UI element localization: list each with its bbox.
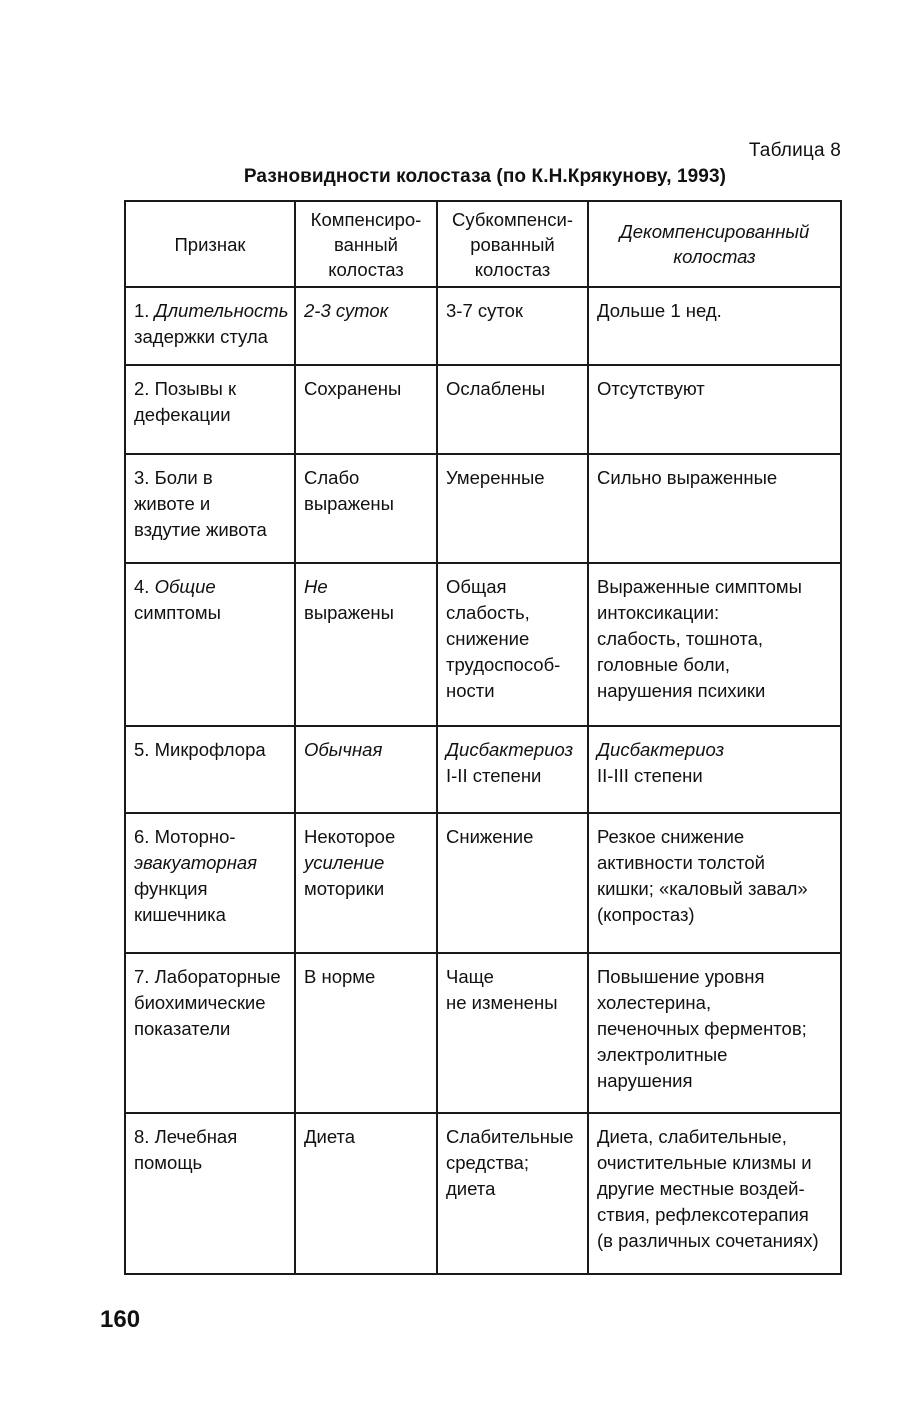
table-cell (125, 953, 295, 1113)
cell-line (446, 465, 581, 491)
cell-text: Чаще (446, 966, 494, 987)
header-line: Компенсиро- (310, 208, 422, 230)
table-cell (588, 287, 841, 365)
cell-line (134, 737, 288, 763)
cell-line (134, 376, 288, 402)
table-cell (437, 1113, 588, 1274)
table-cell (125, 287, 295, 365)
cell-text: Общие (154, 576, 216, 597)
cell-text: холестерина, (597, 992, 712, 1013)
cell-text: нарушения психики (597, 680, 766, 701)
cell-line (446, 678, 581, 704)
cell-line (446, 1176, 581, 1202)
cell-text: симптомы (134, 602, 221, 623)
cell-line (134, 964, 288, 990)
cell-text: Слабительные (446, 1126, 574, 1147)
cell-line (446, 600, 581, 626)
cell-line (446, 1124, 581, 1150)
header-line: Признак (174, 233, 246, 255)
header-line: колостаз (474, 258, 551, 280)
cell-text: вздутие живота (134, 519, 267, 540)
cell-text: Повышение уровня (597, 966, 765, 987)
header-cell (295, 201, 437, 287)
cell-text: Резкое снижение (597, 826, 745, 847)
cell-line (597, 376, 834, 402)
cell-line (597, 1068, 834, 1094)
header-cell (588, 201, 841, 287)
table-row (125, 1113, 841, 1274)
cell-text: биохимические (134, 992, 266, 1013)
cell-line (304, 964, 430, 990)
cell-text: Некоторое (304, 826, 396, 847)
cell-line (597, 574, 834, 600)
cell-line (446, 574, 581, 600)
cell-text: нарушения (597, 1070, 693, 1091)
cell-text: другие местные воздей- (597, 1178, 805, 1199)
cell-line (304, 1124, 430, 1150)
table-cell (295, 454, 437, 563)
table-number: Таблица 8 (748, 140, 841, 161)
cell-text: моторики (304, 878, 385, 899)
table-cell (588, 563, 841, 726)
cell-line (597, 1150, 834, 1176)
cell-text: (копростаз) (597, 904, 695, 925)
table-cell (295, 1113, 437, 1274)
cell-text: диета (446, 1178, 496, 1199)
cell-line (134, 517, 288, 543)
cell-line (597, 824, 834, 850)
cell-text: электролитные (597, 1044, 728, 1065)
cell-line (304, 876, 430, 902)
cell-text: Ослаблены (446, 378, 546, 399)
table-cell (125, 365, 295, 454)
table-cell (588, 454, 841, 563)
cell-line (446, 824, 581, 850)
table-cell (125, 563, 295, 726)
table-cell (588, 1113, 841, 1274)
cell-text: слабость, тошнота, (597, 628, 764, 649)
header-line: рованный (470, 233, 555, 255)
table-cell (437, 953, 588, 1113)
header-cell (125, 201, 295, 287)
cell-line (134, 824, 288, 850)
cell-line (446, 990, 581, 1016)
cell-line (134, 465, 288, 491)
cell-text: Выраженные симптомы (597, 576, 802, 597)
table-header-row (125, 201, 841, 287)
cell-text: (в различных сочетаниях) (597, 1230, 819, 1251)
cell-line (134, 1124, 288, 1150)
cell-line (446, 1150, 581, 1176)
cell-text: интоксикации: (597, 602, 720, 623)
cell-text: II-III степени (597, 765, 703, 786)
table-row (125, 726, 841, 813)
cell-line (304, 737, 430, 763)
cell-text: 5. Микрофлора (134, 739, 266, 760)
table-cell (437, 454, 588, 563)
cell-text: животе и (134, 493, 211, 514)
cell-text: активности толстой (597, 852, 766, 873)
cell-line (597, 1176, 834, 1202)
cell-text: Дольше 1 нед. (597, 300, 722, 321)
cell-line (597, 850, 834, 876)
cell-text: Длительность (154, 300, 289, 321)
cell-text: снижение (446, 628, 530, 649)
cell-text: эвакуаторная (134, 852, 258, 873)
table-cell (437, 726, 588, 813)
cell-text: 7. Лабораторные (134, 966, 281, 987)
cell-line (134, 298, 288, 324)
cell-line (597, 678, 834, 704)
cell-text: Диета, слабительные, (597, 1126, 787, 1147)
cell-text: I-II степени (446, 765, 542, 786)
header-line: колостаз (328, 258, 404, 280)
cell-text: 8. Лечебная (134, 1126, 238, 1147)
cell-text: слабость, (446, 602, 530, 623)
table-title-text: Разновидности колостаза (по К.Н.Крякунову, 1993) (243, 166, 727, 187)
cell-text: выражены (304, 493, 394, 514)
table-row (125, 953, 841, 1113)
cell-line (597, 465, 834, 491)
cell-line (134, 402, 288, 428)
cell-text: кишки; «каловый завал» (597, 878, 808, 899)
table-row (125, 563, 841, 726)
cell-text: 2. Позывы к (134, 378, 237, 399)
cell-line (597, 626, 834, 652)
table-row (125, 813, 841, 953)
table-cell (588, 813, 841, 953)
cell-text: Отсутствуют (597, 378, 705, 399)
cell-line (446, 737, 581, 763)
cell-line (134, 902, 288, 928)
cell-text: Снижение (446, 826, 534, 847)
cell-text: Слабо (304, 467, 360, 488)
header-line: колостаз (673, 246, 756, 267)
cell-text: не изменены (446, 992, 558, 1013)
table-cell (295, 813, 437, 953)
cell-text: усиление (304, 852, 385, 873)
cell-text: кишечника (134, 904, 226, 925)
cell-text: Сильно выраженные (597, 467, 778, 488)
cell-text: Сохранены (304, 378, 402, 399)
cell-line (134, 600, 288, 626)
table-cell (295, 287, 437, 365)
header-line: Субкомпенси- (452, 208, 573, 230)
table-cell (125, 726, 295, 813)
cell-line (597, 298, 834, 324)
cell-text: печеночных ферментов; (597, 1018, 807, 1039)
cell-text: 6. Моторно- (134, 826, 236, 847)
cell-line (304, 600, 430, 626)
cell-text: головные боли, (597, 654, 731, 675)
cell-line (304, 298, 430, 324)
cell-line (446, 376, 581, 402)
cell-line (134, 990, 288, 1016)
cell-line (304, 465, 430, 491)
cell-line (134, 1150, 288, 1176)
table-cell (125, 1113, 295, 1274)
table-row (125, 287, 841, 365)
page-number: 160 (100, 1306, 141, 1333)
cell-line (597, 763, 834, 789)
cell-text: функция (134, 878, 208, 899)
cell-line (446, 298, 581, 324)
cell-line (597, 600, 834, 626)
cell-line (597, 652, 834, 678)
table-row (125, 454, 841, 563)
cell-line (134, 1016, 288, 1042)
table-cell (588, 953, 841, 1113)
cell-text: ствия, рефлексотерапия (597, 1204, 809, 1225)
cell-line (446, 626, 581, 652)
table-cell (295, 953, 437, 1113)
table-cell (295, 563, 437, 726)
cell-text: 4. (134, 576, 155, 597)
cell-text: дефекации (134, 404, 231, 425)
cell-line (446, 652, 581, 678)
cell-text: Дисбактериоз (446, 739, 574, 760)
cell-text: очистительные клизмы и (597, 1152, 812, 1173)
table-cell (588, 726, 841, 813)
colostasis-table (124, 200, 842, 1275)
cell-line (597, 1202, 834, 1228)
cell-text: задержки стула (134, 326, 268, 347)
cell-text: 3-7 суток (446, 300, 524, 321)
cell-text: ности (446, 680, 495, 701)
cell-line (446, 763, 581, 789)
table-cell (437, 365, 588, 454)
cell-text: 1. (134, 300, 155, 321)
table-cell (125, 454, 295, 563)
cell-text: Дисбактериоз (597, 739, 725, 760)
cell-line (597, 1124, 834, 1150)
cell-line (304, 850, 430, 876)
cell-line (597, 876, 834, 902)
table-cell (295, 365, 437, 454)
cell-text: Обычная (304, 739, 383, 760)
cell-line (597, 737, 834, 763)
cell-text: Диета (304, 1126, 356, 1147)
cell-text: трудоспособ- (446, 654, 561, 675)
table-row (125, 365, 841, 454)
cell-text: показатели (134, 1018, 231, 1039)
cell-text: В норме (304, 966, 376, 987)
cell-line (597, 1228, 834, 1254)
cell-line (134, 491, 288, 517)
cell-line (134, 876, 288, 902)
table-cell (588, 365, 841, 454)
table-cell (437, 563, 588, 726)
table-title (0, 166, 899, 188)
cell-line (446, 964, 581, 990)
cell-line (304, 376, 430, 402)
cell-text: Не (304, 576, 328, 597)
cell-text: Общая (446, 576, 507, 597)
table-cell (125, 813, 295, 953)
cell-line (304, 824, 430, 850)
cell-line (304, 574, 430, 600)
cell-line (597, 902, 834, 928)
cell-line (597, 1042, 834, 1068)
table-cell (437, 287, 588, 365)
cell-text: выражены (304, 602, 394, 623)
header-line: ванный (334, 233, 398, 255)
cell-text: средства; (446, 1152, 529, 1173)
header-cell (437, 201, 588, 287)
cell-line (597, 1016, 834, 1042)
cell-text: 2-3 суток (304, 300, 389, 321)
cell-text: 3. Боли в (134, 467, 213, 488)
table-cell (437, 813, 588, 953)
table-cell (295, 726, 437, 813)
cell-line (597, 964, 834, 990)
header-line: Декомпенсированный (619, 221, 810, 242)
cell-line (134, 574, 288, 600)
cell-text: Умеренные (446, 467, 545, 488)
cell-line (597, 990, 834, 1016)
cell-line (304, 491, 430, 517)
cell-line (134, 324, 288, 350)
cell-line (134, 850, 288, 876)
cell-text: помощь (134, 1152, 203, 1173)
